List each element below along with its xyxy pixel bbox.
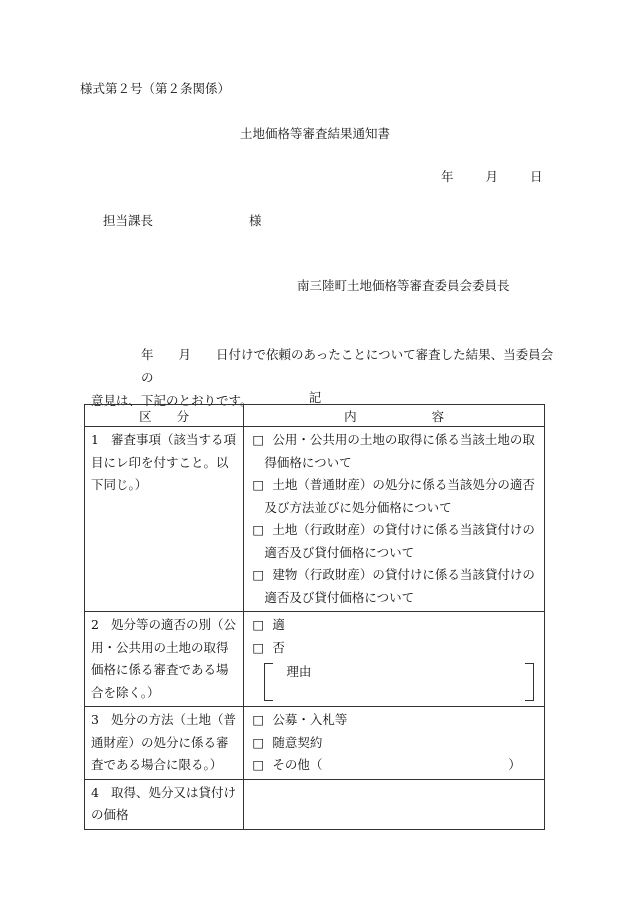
option-label-cont: 得価格について [264, 454, 352, 470]
checkbox-icon[interactable]: □ [252, 639, 265, 655]
option-label: 公用・公共用の土地の取得に係る当該土地の取 [272, 432, 535, 447]
checkbox-icon[interactable]: □ [252, 712, 265, 727]
category-text: 査である場合に限る。） [91, 757, 223, 772]
body-line-1: 年 月 日付けで依頼のあったことについて審査した結果、当委員会の [141, 347, 554, 385]
option-item[interactable] [252, 709, 538, 732]
category-text: 合を除く。） [91, 684, 160, 700]
options-cell [244, 612, 545, 707]
checkbox-icon[interactable]: □ [252, 567, 265, 582]
category-text: の価格 [91, 807, 129, 822]
review-table [84, 404, 545, 830]
header-content: 内 容 [244, 405, 545, 427]
table-row [85, 779, 545, 829]
options-cell [244, 427, 545, 612]
checkbox-icon[interactable]: □ [252, 617, 265, 632]
document-title: 土地価格等審査結果通知書 [239, 126, 390, 141]
category-text: 取得、処分又は貸付け [111, 784, 237, 800]
date-month: 月 [485, 169, 498, 184]
option-label: 土地（行政財産）の貸付けに係る当該貸付けの [272, 522, 535, 537]
option-label-cont: 及び方法並びに処分価格について [264, 499, 452, 515]
table-header-row [85, 405, 545, 427]
checkbox-icon[interactable]: □ [252, 477, 265, 492]
options-cell [244, 707, 545, 780]
category-text: 審査事項（該当する項 [111, 432, 237, 447]
option-label: 建物（行政財産）の貸付けに係る当該貸付けの [272, 567, 535, 582]
addressee: 担当課長 [103, 213, 154, 228]
table-row [85, 612, 545, 707]
row-number: 3 [91, 712, 99, 727]
category-cell [85, 427, 244, 612]
category-text: 通財産）の処分に係る審 [91, 734, 229, 750]
option-item[interactable] [252, 474, 538, 497]
other-close-paren: ） [508, 757, 521, 772]
category-text: 用・公共用の土地の取得 [91, 639, 229, 655]
date-day: 日 [529, 169, 543, 184]
checkbox-icon[interactable]: □ [252, 432, 265, 447]
option-label: 随意契約 [272, 734, 323, 750]
checkbox-icon[interactable]: □ [252, 757, 265, 772]
option-label: 土地（普通財産）の処分に係る当該処分の適否 [272, 477, 535, 492]
option-item[interactable] [252, 637, 538, 660]
date-year: 年 [441, 169, 454, 184]
category-cell [85, 779, 244, 829]
ki-marker: 記 [308, 390, 322, 405]
category-text: 処分の方法（土地（普 [111, 712, 237, 727]
form-number: 様式第２号（第２条関係） [80, 81, 231, 96]
option-label-cont: 適否及び貸付価格について [264, 544, 415, 560]
category-text: 下同じ。） [91, 477, 148, 492]
row-number: 2 [91, 617, 99, 632]
table-row [85, 427, 545, 612]
option-label: その他（ [272, 757, 323, 772]
option-label: 公募・入札等 [272, 712, 348, 727]
option-item[interactable] [252, 754, 538, 777]
addressee-suffix: 様 [249, 213, 262, 228]
bracket-right [525, 663, 534, 701]
price-cell[interactable] [244, 779, 545, 829]
reason-box[interactable] [264, 659, 538, 704]
option-item[interactable] [252, 519, 538, 542]
reason-label: 理由 [286, 664, 312, 679]
category-cell [85, 707, 244, 780]
option-label: 否 [272, 639, 285, 655]
row-number: 1 [91, 432, 99, 447]
sender: 南三陸町土地価格等審査委員会委員長 [297, 278, 510, 293]
body-line-2: 意見は、下記のとおりです。 [91, 393, 253, 408]
option-item[interactable] [252, 564, 538, 587]
category-cell [85, 612, 244, 707]
checkbox-icon[interactable]: □ [252, 522, 265, 537]
checkbox-icon[interactable]: □ [252, 734, 265, 750]
bracket-left [264, 663, 273, 701]
row-number: 4 [91, 784, 99, 800]
category-text: 処分等の適否の別（公 [111, 617, 237, 632]
category-text: 目にレ印を付すこと。以 [91, 454, 229, 470]
category-text: 価格に係る審査である場 [91, 662, 229, 677]
date-line [441, 167, 542, 185]
option-item[interactable] [252, 732, 538, 755]
header-category: 区 分 [85, 405, 244, 427]
option-label: 適 [272, 617, 285, 632]
option-label-cont: 適否及び貸付価格について [264, 589, 415, 605]
option-item[interactable] [252, 429, 538, 452]
option-item[interactable] [252, 614, 538, 637]
table-row [85, 707, 545, 780]
